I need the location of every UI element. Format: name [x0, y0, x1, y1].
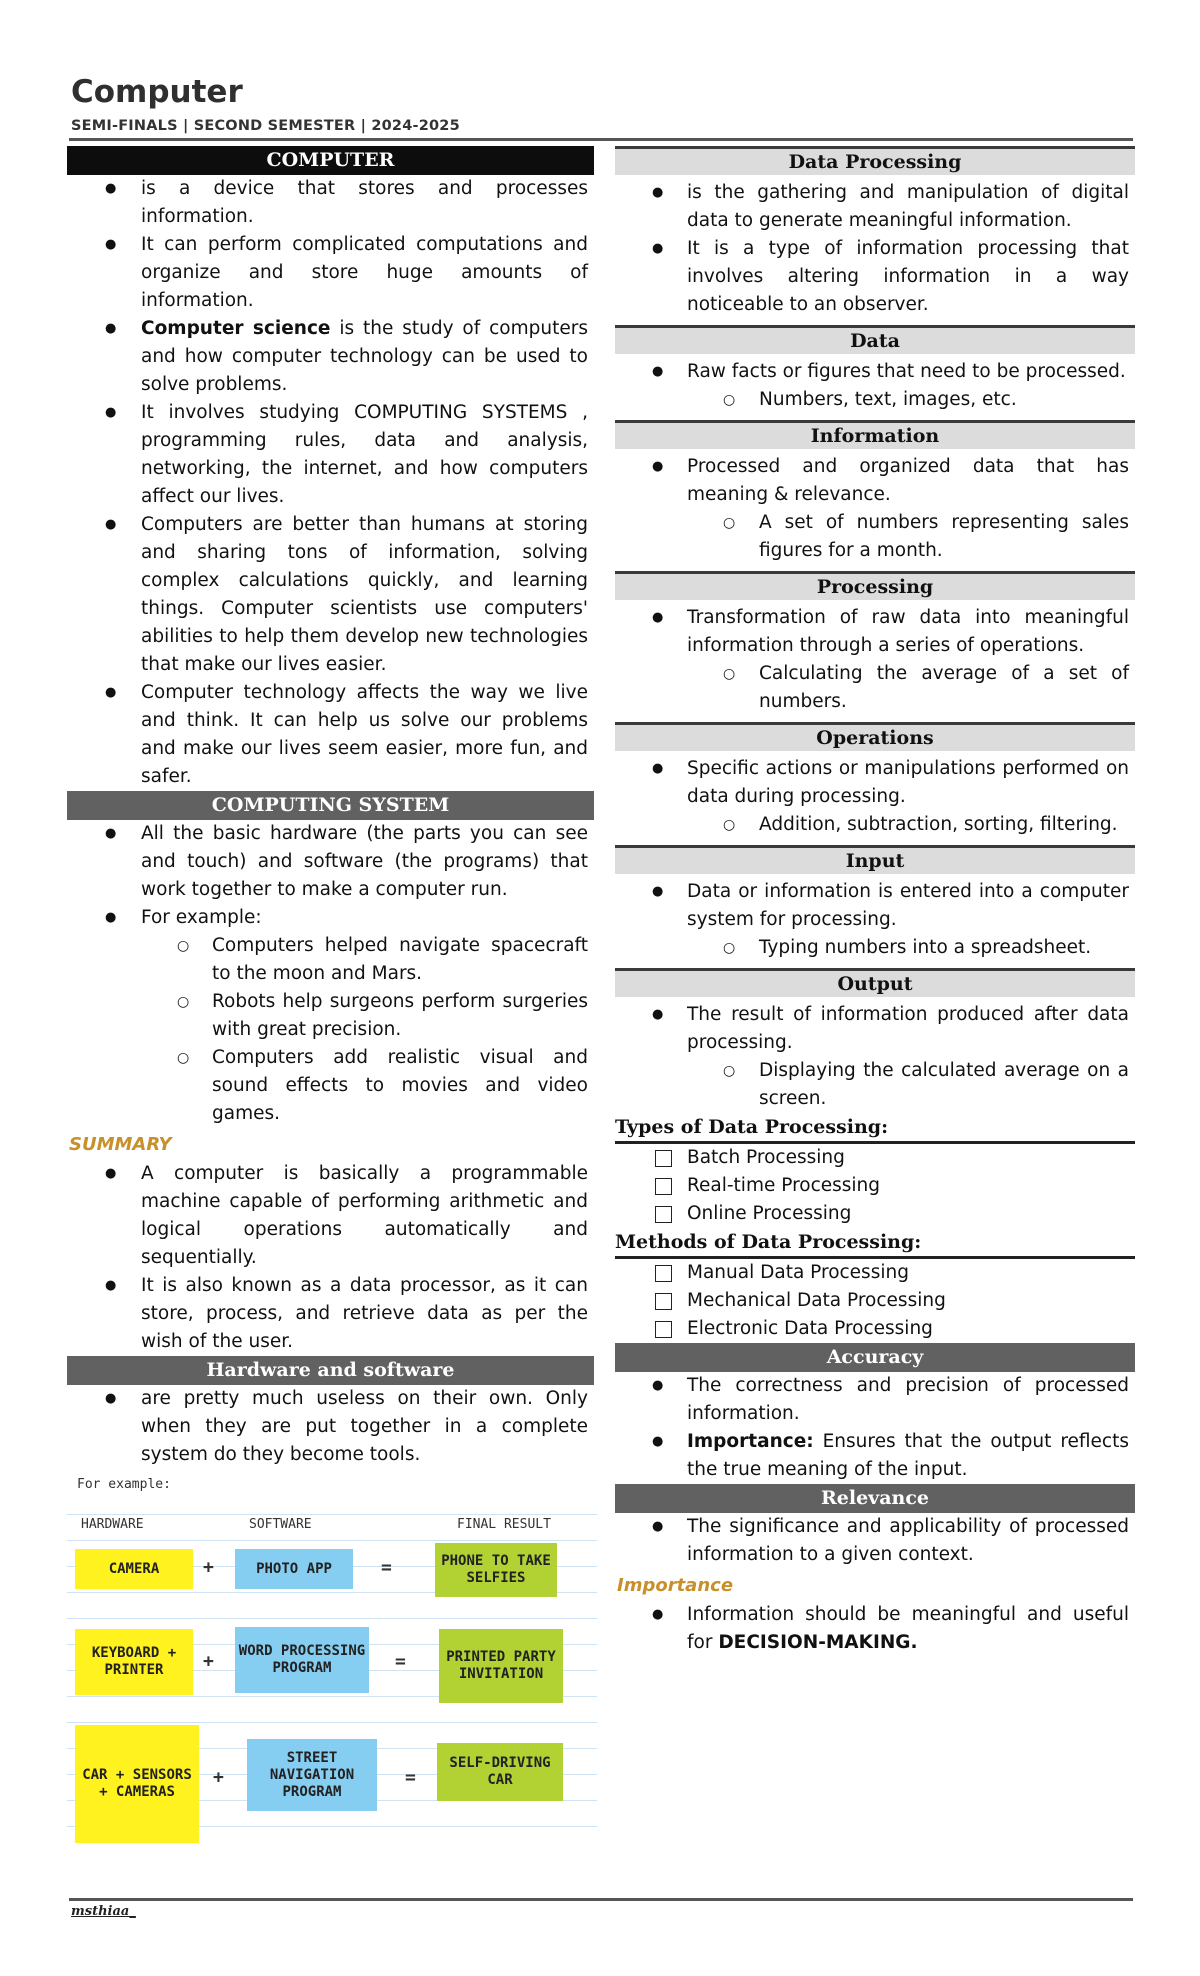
sub-list-item: ○ Typing numbers into a spreadsheet.: [615, 934, 1135, 962]
author-signature: msthiaa_: [71, 1904, 136, 1919]
list-item: [67, 315, 594, 399]
input-heading: Input: [615, 845, 1135, 874]
list-item: ● A computer is basically a programmable machine capable of performing arithmetic and logical operations automatically and sequentially.: [67, 1160, 594, 1272]
data-heading: Data: [615, 325, 1135, 354]
data-list: [615, 358, 1135, 414]
equals-sign: =: [381, 1557, 392, 1578]
hardware-software-list: [67, 1385, 594, 1469]
list-item: ● Data or information is entered into a computer system for processing.: [615, 878, 1135, 934]
list-item: [615, 1428, 1135, 1484]
checkbox-icon[interactable]: [655, 1206, 672, 1223]
page-subtitle: SEMI-FINALS | SECOND SEMESTER | 2024-2025: [71, 118, 460, 134]
output-list: [615, 1001, 1135, 1113]
sticky-camera: CAMERA: [75, 1549, 193, 1589]
list-item: ● Transformation of raw data into meaningful information through a series of operations.: [615, 604, 1135, 660]
accuracy-list: [615, 1372, 1135, 1484]
list-item: ● It is a type of information processing that involves altering information in a way noticeable to an observer.: [615, 235, 1135, 319]
term-bold: Importance:: [687, 1431, 814, 1452]
information-heading: Information: [615, 420, 1135, 449]
accuracy-heading: Accuracy: [615, 1343, 1135, 1372]
methods-heading: Methods of Data Processing:: [615, 1230, 1135, 1259]
checkbox-label: Real-time Processing: [687, 1175, 881, 1196]
computer-heading: COMPUTER: [67, 146, 594, 175]
list-item: ● Specific actions or manipulations performed on data during processing.: [615, 755, 1135, 811]
checkbox-item[interactable]: [615, 1259, 1135, 1287]
summary-list: [67, 1160, 594, 1356]
importance-label: Importance: [617, 1575, 734, 1596]
list-item: ● are pretty much useless on their own. Only when they are put together in a complete system do they become tools.: [67, 1385, 594, 1469]
list-item: ● Raw facts or figures that need to be processed.: [615, 358, 1135, 386]
decision-making-bold: DECISION-MAKING.: [718, 1632, 918, 1653]
types-heading: Types of Data Processing:: [615, 1115, 1135, 1144]
relevance-list: [615, 1513, 1135, 1569]
checkbox-item[interactable]: [615, 1144, 1135, 1172]
left-column: [67, 146, 594, 1849]
checkbox-label: Batch Processing: [687, 1147, 845, 1168]
checkbox-label: Mechanical Data Processing: [687, 1290, 946, 1311]
input-list: [615, 878, 1135, 962]
processing-heading: Processing: [615, 571, 1135, 600]
relevance-heading: Relevance: [615, 1484, 1135, 1513]
term-definition: Ensures that the output reflects the true meaning of the input.: [687, 1431, 1129, 1480]
checkbox-icon[interactable]: [655, 1321, 672, 1338]
example-illustration: [67, 1477, 597, 1849]
bottom-divider: [69, 1898, 1133, 1901]
final-result-column-label: FINAL RESULT: [457, 1517, 551, 1532]
software-column-label: SOFTWARE: [249, 1517, 312, 1532]
computer-list: [67, 175, 594, 791]
list-item: ● Computers are better than humans at storing and sharing tons of information, solving complex calculations quickly, and learning things. Computer scientists use computers' abilities to help them develop new technologies that make our lives easier.: [67, 511, 594, 679]
computing-system-heading: COMPUTING SYSTEM: [67, 791, 594, 820]
sticky-self-driving-car: SELF-DRIVING CAR: [437, 1743, 563, 1801]
checkbox-item[interactable]: [615, 1172, 1135, 1200]
hardware-software-heading: Hardware and software: [67, 1356, 594, 1385]
list-item: ● The correctness and precision of processed information.: [615, 1372, 1135, 1428]
sticky-phone-selfies: PHONE TO TAKE SELFIES: [435, 1543, 557, 1597]
information-list: [615, 453, 1135, 565]
checkbox-icon[interactable]: [655, 1150, 672, 1167]
list-item: ● All the basic hardware (the parts you can see and touch) and software (the programs) that work together to make a computer run.: [67, 820, 594, 904]
sticky-keyboard-printer: KEYBOARD + PRINTER: [75, 1629, 193, 1695]
sticky-word-processing: WORD PROCESSING PROGRAM: [235, 1627, 369, 1693]
equals-sign: =: [405, 1767, 416, 1788]
sticky-photo-app: PHOTO APP: [235, 1549, 353, 1589]
list-item: ● Computer technology affects the way we live and think. It can help us solve our problems and make our lives seem easier, more fun, and safer.: [67, 679, 594, 791]
term-definition: is the study of computers and how computer technology can be used to solve problems.: [141, 318, 588, 395]
list-item: ● The result of information produced after data processing.: [615, 1001, 1135, 1057]
equals-sign: =: [395, 1651, 406, 1672]
plus-sign: +: [203, 1651, 214, 1672]
sub-list-item: ○ A set of numbers representing sales figures for a month.: [615, 509, 1135, 565]
list-item: [615, 1601, 1135, 1657]
hardware-column-label: HARDWARE: [81, 1517, 144, 1532]
processing-list: [615, 604, 1135, 716]
computing-system-list: [67, 820, 594, 1128]
sticky-street-navigation: STREET NAVIGATION PROGRAM: [247, 1739, 377, 1811]
checkbox-item[interactable]: [615, 1200, 1135, 1228]
summary-label: SUMMARY: [69, 1134, 172, 1155]
list-item: ● For example:: [67, 904, 594, 932]
sub-list-item: ○ Computers helped navigate spacecraft to the moon and Mars.: [67, 932, 594, 988]
checkbox-icon[interactable]: [655, 1265, 672, 1282]
sub-list-item: ○ Numbers, text, images, etc.: [615, 386, 1135, 414]
checkbox-item[interactable]: [615, 1315, 1135, 1343]
checkbox-icon[interactable]: [655, 1293, 672, 1310]
list-item: ● It involves studying COMPUTING SYSTEMS , programming rules, data and analysis, networking, the internet, and how computers affect our lives.: [67, 399, 594, 511]
page-title: Computer: [71, 74, 243, 110]
importance-text: Information should be meaningful and useful for: [687, 1604, 1129, 1653]
sub-list-item: ○ Calculating the average of a set of numbers.: [615, 660, 1135, 716]
sub-list-item: ○ Displaying the calculated average on a screen.: [615, 1057, 1135, 1113]
output-heading: Output: [615, 968, 1135, 997]
for-example-label: For example:: [77, 1477, 171, 1492]
list-item: ● It is also known as a data processor, as it can store, process, and retrieve data as per the wish of the user.: [67, 1272, 594, 1356]
top-divider: [69, 138, 1133, 141]
list-item: ● The significance and applicability of processed information to a given context.: [615, 1513, 1135, 1569]
checkbox-label: Online Processing: [687, 1203, 852, 1224]
sticky-car-sensors-cameras: CAR + SENSORS + CAMERAS: [75, 1725, 199, 1843]
checkbox-label: Manual Data Processing: [687, 1262, 909, 1283]
list-item: ● is the gathering and manipulation of digital data to generate meaningful information.: [615, 179, 1135, 235]
plus-sign: +: [213, 1767, 224, 1788]
data-processing-heading: Data Processing: [615, 146, 1135, 175]
operations-list: [615, 755, 1135, 839]
sub-list-item: ○ Robots help surgeons perform surgeries with great precision.: [67, 988, 594, 1044]
sub-list-item: ○ Addition, subtraction, sorting, filtering.: [615, 811, 1135, 839]
checkbox-item[interactable]: [615, 1287, 1135, 1315]
list-item: ● Processed and organized data that has meaning & relevance.: [615, 453, 1135, 509]
operations-heading: Operations: [615, 722, 1135, 751]
plus-sign: +: [203, 1557, 214, 1578]
checkbox-label: Electronic Data Processing: [687, 1318, 933, 1339]
data-processing-list: [615, 179, 1135, 319]
list-item: ● It can perform complicated computations and organize and store huge amounts of information.: [67, 231, 594, 315]
importance-list: [615, 1601, 1135, 1657]
checkbox-icon[interactable]: [655, 1178, 672, 1195]
right-column: [615, 146, 1135, 1657]
list-item: ● is a device that stores and processes information.: [67, 175, 594, 231]
term-bold: Computer science: [141, 318, 331, 339]
sub-list-item: ○ Computers add realistic visual and sound effects to movies and video games.: [67, 1044, 594, 1128]
sticky-party-invitation: PRINTED PARTY INVITATION: [439, 1629, 563, 1703]
